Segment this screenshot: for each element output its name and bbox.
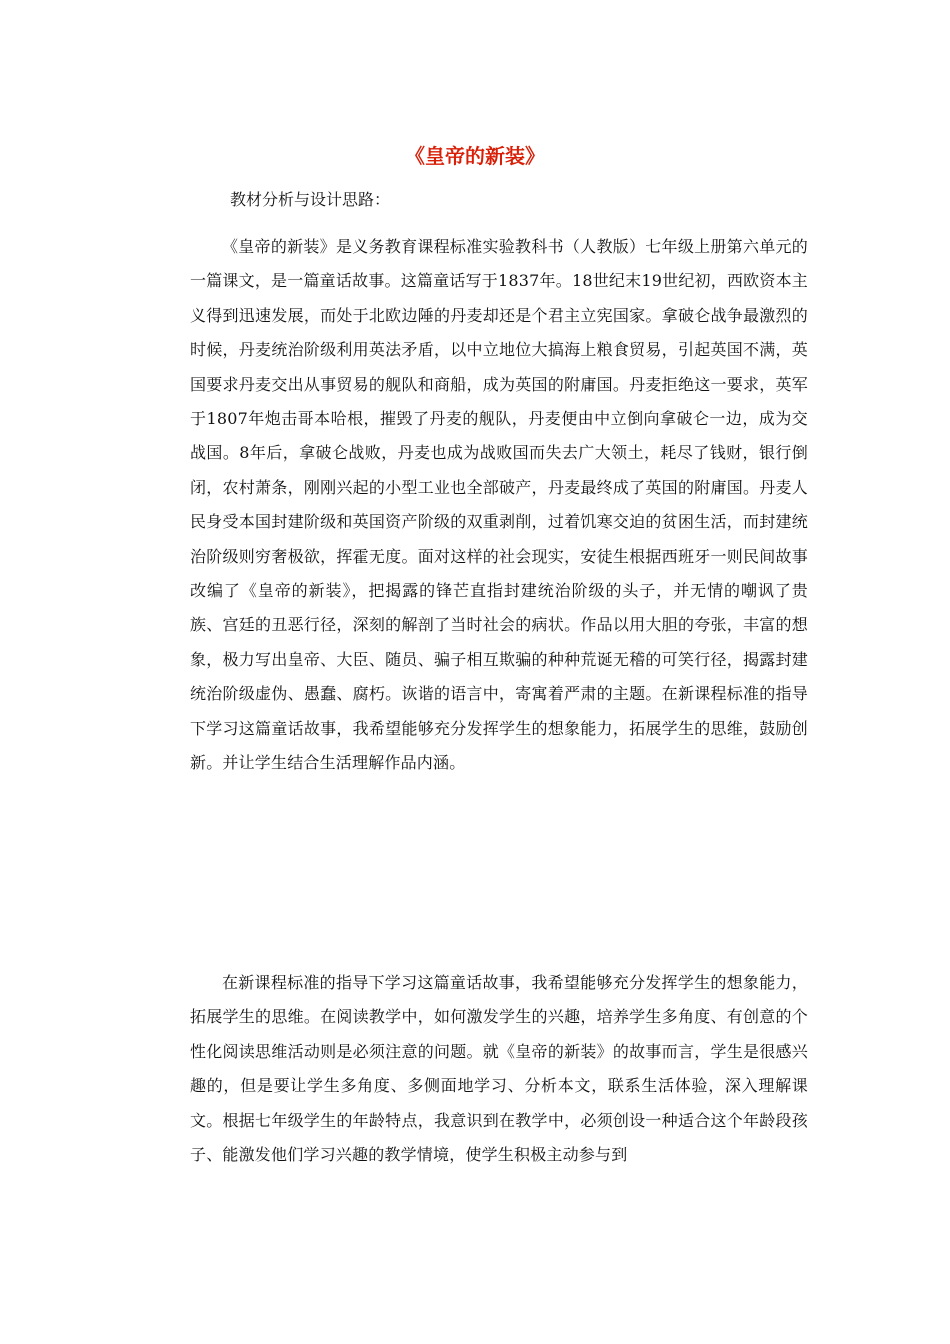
section-heading: 教材分析与设计思路：	[230, 190, 391, 209]
body-paragraph-1: 《皇帝的新装》是义务教育课程标准实验教科书（人教版）七年级上册第六单元的一篇课文，是一篇童话故事。这篇童话写于1837年。18世纪末19世纪初，西欧资本主义得到迅速发展，而处于北欧边陲的丹麦却还是个君主立宪国家。拿破仑战争最激烈的时候，丹麦统治阶级利用英法矛盾，以中立地位大搞海上粮食贸易，引起英国不满，英国要求丹麦交出从事贸易的舰队和商船，成为英国的附庸国。丹麦拒绝这一要求，英军于1807年炮击哥本哈根，摧毁了丹麦的舰队，丹麦便由中立倒向拿破仑一边，成为交战国。8年后，拿破仑战败，丹麦也成为战败国而失去广大领土，耗尽了钱财，银行倒闭，农村萧条，刚刚兴起的小型工业也全部破产，丹麦最终成了英国的附庸国。丹麦人民身受本国封建阶级和英国资产阶级的双重剥削，过着饥寒交迫的贫困生活，而封建统治阶级则穷奢极欲，挥霍无度。面对这样的社会现实，安徒生根据西班牙一则民间故事改编了《皇帝的新装》，把揭露的锋芒直指封建统治阶级的头子，并无情的嘲讽了贵族、宫廷的丑恶行径，深刻的解剖了当时社会的病状。作品以用大胆的夸张，丰富的想象，极力写出皇帝、大臣、随员、骗子相互欺骗的种种荒诞无稽的可笑行径，揭露封建统治阶级虚伪、愚蠢、腐朽。诙谐的语言中，寄寓着严肃的主题。在新课程标准的指导下学习这篇童话故事，我希望能够充分发挥学生的想象能力，拓展学生的思维，鼓励创新。并让学生结合生活理解作品内涵。	[190, 237, 808, 773]
body-paragraph-2: 在新课程标准的指导下学习这篇童话故事，我希望能够充分发挥学生的想象能力，拓展学生的思维。在阅读教学中，如何激发学生的兴趣，培养学生多角度、有创意的个性化阅读思维活动则是必须注意的问题。就《皇帝的新装》的故事而言，学生是很感兴趣的，但是要让学生多角度、多侧面地学习、分析本文，联系生活体验，深入理解课文。根据七年级学生的年龄特点，我意识到在教学中，必须创设一种适合这个年龄段孩子、能激发他们学习兴趣的教学情境，使学生积极主动参与到	[190, 973, 808, 1165]
document-title: 《皇帝的新装》	[405, 144, 545, 168]
